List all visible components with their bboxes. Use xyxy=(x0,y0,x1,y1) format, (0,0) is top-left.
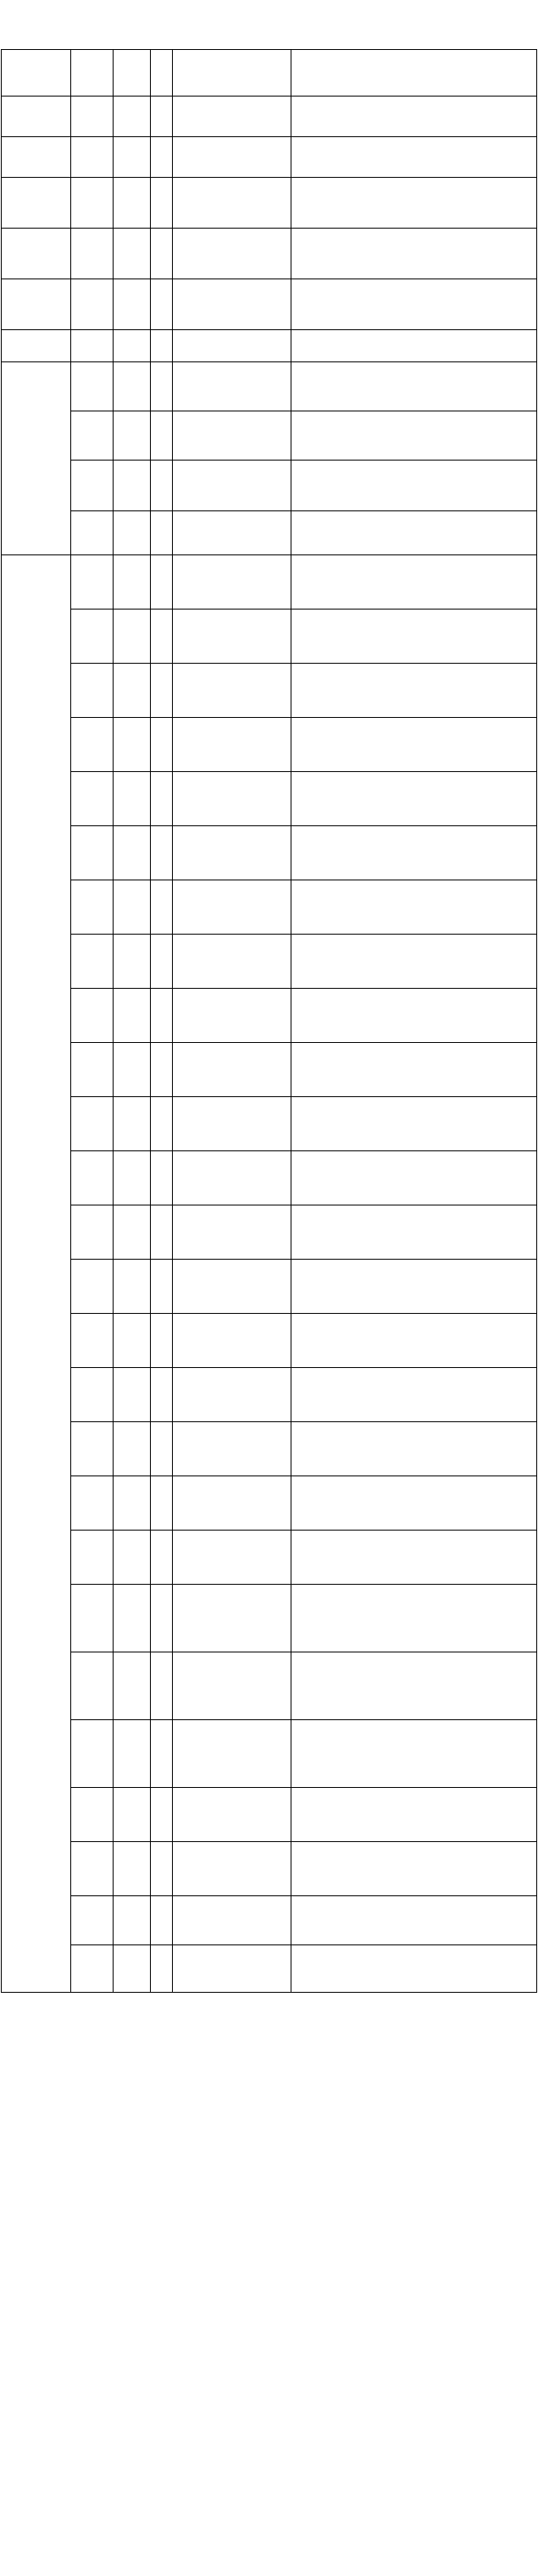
header-conditions xyxy=(291,50,537,97)
unit-cell xyxy=(71,279,114,330)
major-cell xyxy=(173,1043,291,1097)
unit-cell xyxy=(71,137,114,178)
conditions-cell xyxy=(291,511,537,555)
unit-cell xyxy=(71,1842,114,1896)
conditions-cell xyxy=(291,461,537,511)
count-cell xyxy=(151,137,173,178)
unit-cell xyxy=(71,461,114,511)
major-cell xyxy=(173,1896,291,1945)
unit-cell xyxy=(71,97,114,137)
category-cell xyxy=(114,461,151,511)
major-cell xyxy=(173,97,291,137)
unit-cell xyxy=(71,1652,114,1720)
count-cell xyxy=(151,1652,173,1720)
conditions-cell xyxy=(291,1842,537,1896)
table-body xyxy=(2,97,537,1993)
table-row xyxy=(2,1205,537,1260)
count-cell xyxy=(151,1205,173,1260)
count-cell xyxy=(151,330,173,362)
count-cell xyxy=(151,1368,173,1422)
table-row xyxy=(2,1652,537,1720)
category-cell xyxy=(114,1314,151,1368)
category-cell xyxy=(114,1476,151,1531)
count-cell xyxy=(151,1422,173,1476)
category-cell xyxy=(114,935,151,989)
major-cell xyxy=(173,279,291,330)
unit-cell xyxy=(71,1531,114,1585)
major-cell xyxy=(173,610,291,664)
unit-cell xyxy=(71,1476,114,1531)
conditions-cell xyxy=(291,1531,537,1585)
conditions-cell xyxy=(291,1896,537,1945)
count-cell xyxy=(151,1151,173,1205)
count-cell xyxy=(151,1314,173,1368)
conditions-cell xyxy=(291,1652,537,1720)
table-row xyxy=(2,411,537,461)
table-row xyxy=(2,511,537,555)
major-cell xyxy=(173,137,291,178)
department-cell xyxy=(2,229,71,279)
category-cell xyxy=(114,555,151,610)
conditions-cell xyxy=(291,279,537,330)
count-cell xyxy=(151,461,173,511)
conditions-cell xyxy=(291,718,537,772)
count-cell xyxy=(151,1585,173,1652)
count-cell xyxy=(151,664,173,718)
table-row xyxy=(2,555,537,610)
unit-cell xyxy=(71,330,114,362)
table-row xyxy=(2,97,537,137)
major-cell xyxy=(173,1788,291,1842)
unit-cell xyxy=(71,1314,114,1368)
category-cell xyxy=(114,1945,151,1993)
major-cell xyxy=(173,511,291,555)
count-cell xyxy=(151,1531,173,1585)
table-row xyxy=(2,1842,537,1896)
count-cell xyxy=(151,1896,173,1945)
department-cell xyxy=(2,279,71,330)
major-cell xyxy=(173,1842,291,1896)
category-cell xyxy=(114,1652,151,1720)
count-cell xyxy=(151,935,173,989)
count-cell xyxy=(151,989,173,1043)
table-row xyxy=(2,178,537,229)
count-cell xyxy=(151,1097,173,1151)
major-cell xyxy=(173,664,291,718)
conditions-cell xyxy=(291,137,537,178)
table-row xyxy=(2,1314,537,1368)
major-cell xyxy=(173,1422,291,1476)
table-row xyxy=(2,229,537,279)
category-cell xyxy=(114,1422,151,1476)
major-cell xyxy=(173,772,291,826)
conditions-cell xyxy=(291,1422,537,1476)
category-cell xyxy=(114,178,151,229)
count-cell xyxy=(151,610,173,664)
unit-cell xyxy=(71,555,114,610)
table-row xyxy=(2,1151,537,1205)
count-cell xyxy=(151,1842,173,1896)
category-cell xyxy=(114,880,151,935)
category-cell xyxy=(114,664,151,718)
unit-cell xyxy=(71,1945,114,1993)
table-row xyxy=(2,330,537,362)
count-cell xyxy=(151,718,173,772)
unit-cell xyxy=(71,826,114,880)
category-cell xyxy=(114,989,151,1043)
unit-cell xyxy=(71,772,114,826)
major-cell xyxy=(173,1314,291,1368)
unit-cell xyxy=(71,1422,114,1476)
category-cell xyxy=(114,1205,151,1260)
category-cell xyxy=(114,1151,151,1205)
count-cell xyxy=(151,411,173,461)
category-cell xyxy=(114,1043,151,1097)
major-cell xyxy=(173,362,291,411)
table-row xyxy=(2,1720,537,1788)
unit-cell xyxy=(71,1788,114,1842)
table-row xyxy=(2,1368,537,1422)
category-cell xyxy=(114,1842,151,1896)
conditions-cell xyxy=(291,1585,537,1652)
category-cell xyxy=(114,1531,151,1585)
major-cell xyxy=(173,178,291,229)
table-row xyxy=(2,1585,537,1652)
table-row xyxy=(2,610,537,664)
major-cell xyxy=(173,1260,291,1314)
count-cell xyxy=(151,362,173,411)
department-cell xyxy=(2,178,71,229)
major-cell xyxy=(173,1368,291,1422)
table-row xyxy=(2,1531,537,1585)
department-cell xyxy=(2,555,71,1993)
category-cell xyxy=(114,1585,151,1652)
conditions-cell xyxy=(291,1205,537,1260)
table-row xyxy=(2,1896,537,1945)
table-row xyxy=(2,1476,537,1531)
table-row xyxy=(2,772,537,826)
category-cell xyxy=(114,1097,151,1151)
conditions-cell xyxy=(291,880,537,935)
major-cell xyxy=(173,1151,291,1205)
major-cell xyxy=(173,1585,291,1652)
unit-cell xyxy=(71,1097,114,1151)
conditions-cell xyxy=(291,229,537,279)
table-row xyxy=(2,826,537,880)
category-cell xyxy=(114,1788,151,1842)
table-row xyxy=(2,664,537,718)
conditions-cell xyxy=(291,1945,537,1993)
unit-cell xyxy=(71,411,114,461)
header-category xyxy=(114,50,151,97)
table-row xyxy=(2,137,537,178)
category-cell xyxy=(114,1368,151,1422)
table-row xyxy=(2,1422,537,1476)
table-row xyxy=(2,1097,537,1151)
count-cell xyxy=(151,1788,173,1842)
count-cell xyxy=(151,1945,173,1993)
table-row xyxy=(2,989,537,1043)
table-row xyxy=(2,935,537,989)
count-cell xyxy=(151,555,173,610)
category-cell xyxy=(114,362,151,411)
conditions-cell xyxy=(291,989,537,1043)
department-cell xyxy=(2,362,71,555)
header-count xyxy=(151,50,173,97)
unit-cell xyxy=(71,718,114,772)
category-cell xyxy=(114,279,151,330)
major-cell xyxy=(173,1720,291,1788)
major-cell xyxy=(173,718,291,772)
major-cell xyxy=(173,1652,291,1720)
table-row xyxy=(2,362,537,411)
conditions-cell xyxy=(291,1043,537,1097)
unit-cell xyxy=(71,1151,114,1205)
conditions-cell xyxy=(291,1720,537,1788)
category-cell xyxy=(114,718,151,772)
header-unit xyxy=(71,50,114,97)
unit-cell xyxy=(71,989,114,1043)
table-row xyxy=(2,1788,537,1842)
count-cell xyxy=(151,1476,173,1531)
major-cell xyxy=(173,1476,291,1531)
unit-cell xyxy=(71,229,114,279)
unit-cell xyxy=(71,1720,114,1788)
table-row xyxy=(2,718,537,772)
count-cell xyxy=(151,229,173,279)
conditions-cell xyxy=(291,935,537,989)
unit-cell xyxy=(71,610,114,664)
conditions-cell xyxy=(291,1260,537,1314)
conditions-cell xyxy=(291,330,537,362)
category-cell xyxy=(114,772,151,826)
category-cell xyxy=(114,826,151,880)
table-row xyxy=(2,1260,537,1314)
conditions-cell xyxy=(291,664,537,718)
count-cell xyxy=(151,178,173,229)
table-row xyxy=(2,279,537,330)
count-cell xyxy=(151,880,173,935)
category-cell xyxy=(114,1260,151,1314)
department-cell xyxy=(2,330,71,362)
conditions-cell xyxy=(291,555,537,610)
count-cell xyxy=(151,1043,173,1097)
major-cell xyxy=(173,880,291,935)
header-department xyxy=(2,50,71,97)
positions-table xyxy=(1,49,537,1993)
conditions-cell xyxy=(291,826,537,880)
major-cell xyxy=(173,555,291,610)
major-cell xyxy=(173,1205,291,1260)
conditions-cell xyxy=(291,178,537,229)
category-cell xyxy=(114,229,151,279)
conditions-cell xyxy=(291,1476,537,1531)
category-cell xyxy=(114,610,151,664)
unit-cell xyxy=(71,1585,114,1652)
table-header-row xyxy=(2,50,537,97)
major-cell xyxy=(173,411,291,461)
unit-cell xyxy=(71,664,114,718)
unit-cell xyxy=(71,1896,114,1945)
conditions-cell xyxy=(291,411,537,461)
major-cell xyxy=(173,826,291,880)
department-cell xyxy=(2,137,71,178)
unit-cell xyxy=(71,511,114,555)
unit-cell xyxy=(71,880,114,935)
conditions-cell xyxy=(291,97,537,137)
category-cell xyxy=(114,137,151,178)
category-cell xyxy=(114,97,151,137)
major-cell xyxy=(173,1945,291,1993)
category-cell xyxy=(114,330,151,362)
category-cell xyxy=(114,511,151,555)
unit-cell xyxy=(71,935,114,989)
count-cell xyxy=(151,826,173,880)
conditions-cell xyxy=(291,1097,537,1151)
major-cell xyxy=(173,989,291,1043)
count-cell xyxy=(151,1720,173,1788)
conditions-cell xyxy=(291,610,537,664)
table-row xyxy=(2,880,537,935)
header-major xyxy=(173,50,291,97)
major-cell xyxy=(173,935,291,989)
unit-cell xyxy=(71,1043,114,1097)
conditions-cell xyxy=(291,362,537,411)
major-cell xyxy=(173,1097,291,1151)
table-row xyxy=(2,1043,537,1097)
count-cell xyxy=(151,511,173,555)
count-cell xyxy=(151,772,173,826)
unit-cell xyxy=(71,1368,114,1422)
category-cell xyxy=(114,411,151,461)
conditions-cell xyxy=(291,1368,537,1422)
unit-cell xyxy=(71,1260,114,1314)
conditions-cell xyxy=(291,772,537,826)
unit-cell xyxy=(71,1205,114,1260)
major-cell xyxy=(173,1531,291,1585)
count-cell xyxy=(151,97,173,137)
table-row xyxy=(2,1945,537,1993)
major-cell xyxy=(173,461,291,511)
department-cell xyxy=(2,97,71,137)
count-cell xyxy=(151,279,173,330)
major-cell xyxy=(173,229,291,279)
table-row xyxy=(2,461,537,511)
category-cell xyxy=(114,1896,151,1945)
major-cell xyxy=(173,330,291,362)
conditions-cell xyxy=(291,1314,537,1368)
category-cell xyxy=(114,1720,151,1788)
count-cell xyxy=(151,1260,173,1314)
unit-cell xyxy=(71,362,114,411)
conditions-cell xyxy=(291,1788,537,1842)
unit-cell xyxy=(71,178,114,229)
conditions-cell xyxy=(291,1151,537,1205)
